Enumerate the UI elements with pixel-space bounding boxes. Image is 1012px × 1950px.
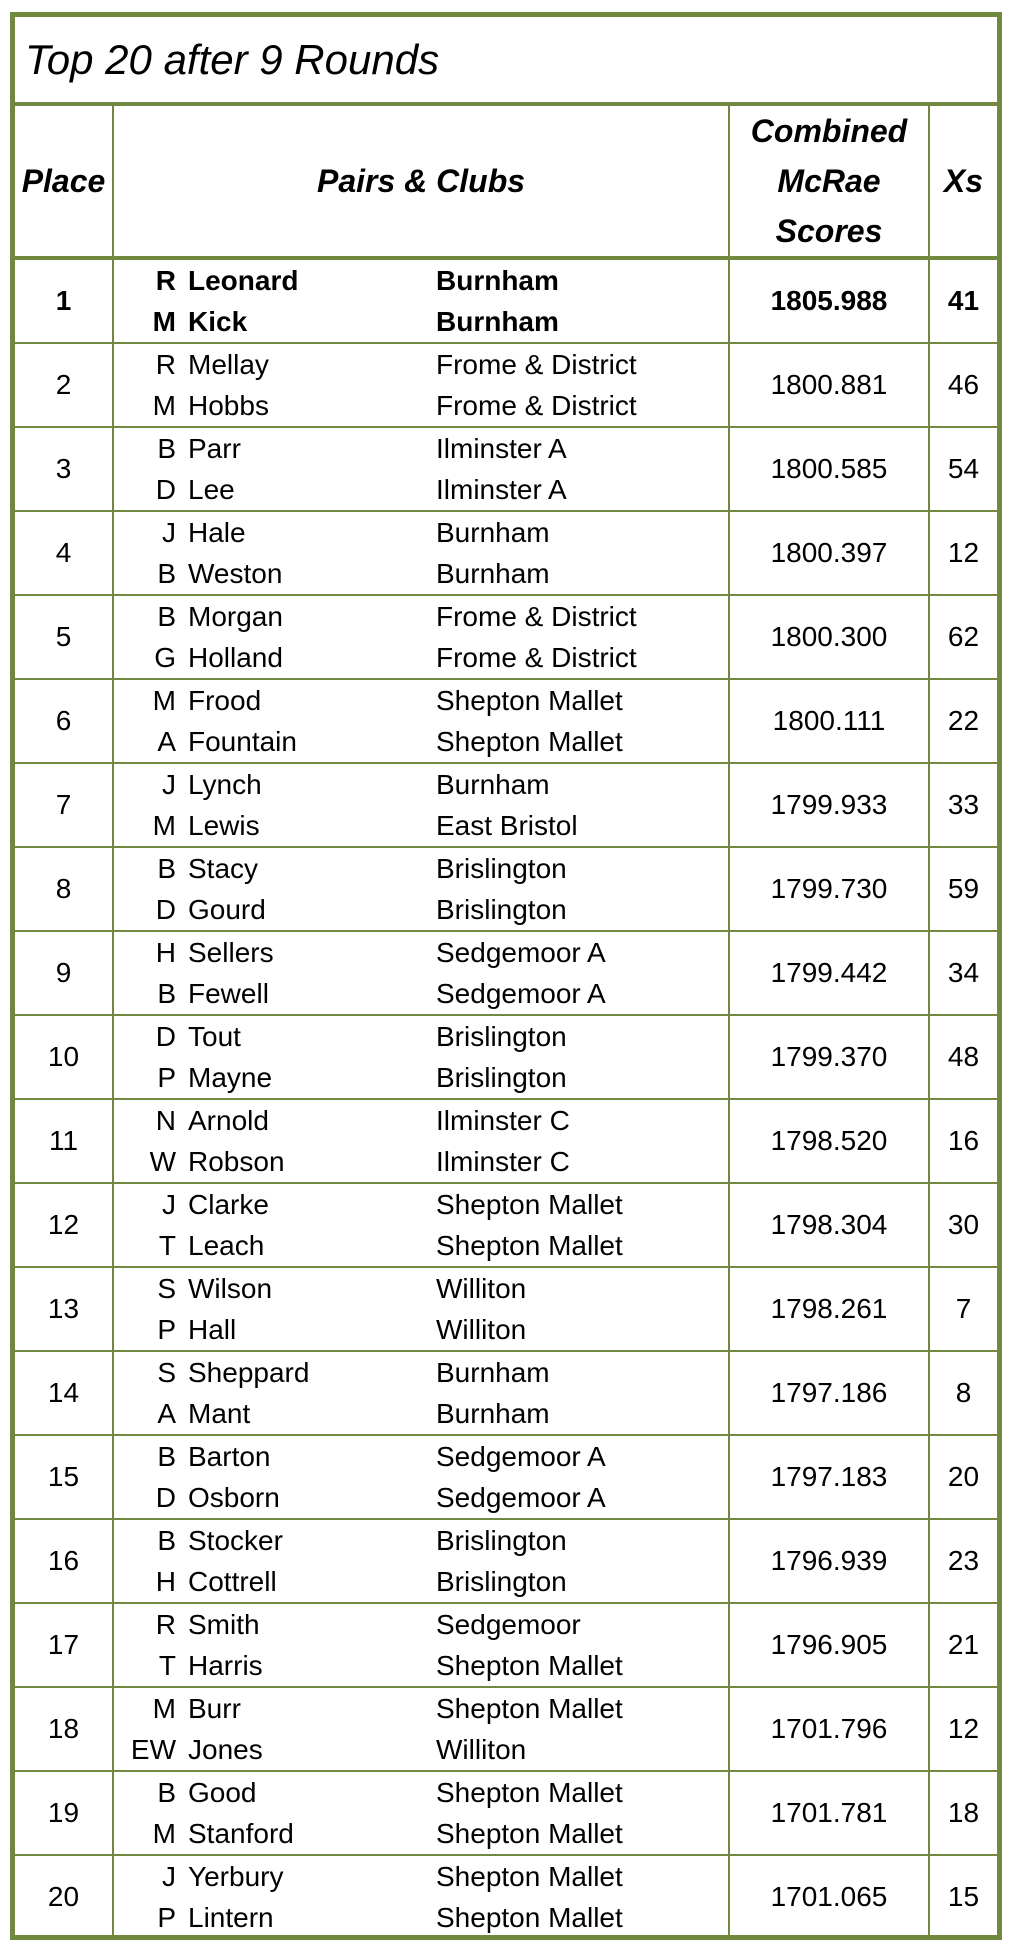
player-club: Sedgemoor — [436, 1608, 581, 1640]
page-title: Top 20 after 9 Rounds — [15, 17, 997, 106]
player-club: Frome & District — [436, 641, 637, 673]
player-initial: M — [152, 305, 176, 337]
player-initial: B — [157, 432, 176, 464]
player-club: Burnham — [436, 557, 550, 589]
player-line — [114, 889, 728, 930]
player-club: Brislington — [436, 852, 567, 884]
pairs-cell — [113, 1687, 729, 1771]
score-cell: 1701.065 — [729, 1855, 929, 1938]
player-initial: H — [155, 1565, 176, 1597]
player-surname: Smith — [188, 1608, 260, 1640]
place-cell: 2 — [15, 343, 113, 427]
table-row — [15, 427, 997, 511]
player-surname: Parr — [188, 432, 241, 464]
player-surname: Cottrell — [188, 1565, 277, 1597]
player-club: Brislington — [436, 893, 567, 925]
pairs-cell — [113, 258, 729, 343]
player-club: Burnham — [436, 1397, 550, 1429]
player-line — [114, 1477, 728, 1518]
player-initial: R — [155, 348, 176, 380]
xs-cell: 12 — [929, 1687, 997, 1771]
player-line — [114, 596, 728, 637]
pairs-cell — [113, 1855, 729, 1938]
table-row — [15, 258, 997, 343]
place-cell: 5 — [15, 595, 113, 679]
player-club: Sedgemoor A — [436, 936, 606, 968]
player-club: Ilminster A — [436, 473, 567, 505]
pairs-cell — [113, 1603, 729, 1687]
player-initial: J — [162, 1188, 176, 1220]
place-cell: 16 — [15, 1519, 113, 1603]
table-row — [15, 1435, 997, 1519]
player-club: Williton — [436, 1272, 527, 1304]
player-club: Sedgemoor A — [436, 1440, 606, 1472]
xs-cell: 15 — [929, 1855, 997, 1938]
player-initial: B — [157, 1524, 176, 1556]
player-line — [114, 805, 728, 846]
pairs-cell — [113, 1435, 729, 1519]
score-cell: 1800.397 — [729, 511, 929, 595]
score-cell: 1797.183 — [729, 1435, 929, 1519]
xs-cell: 41 — [929, 258, 997, 343]
xs-cell: 34 — [929, 931, 997, 1015]
place-cell: 14 — [15, 1351, 113, 1435]
xs-cell: 23 — [929, 1519, 997, 1603]
player-initial: T — [158, 1649, 176, 1681]
player-initial: EW — [130, 1733, 176, 1765]
player-initial: D — [155, 893, 176, 925]
player-club: Frome & District — [436, 389, 637, 421]
xs-cell: 33 — [929, 763, 997, 847]
score-cell: 1799.370 — [729, 1015, 929, 1099]
player-line — [114, 973, 728, 1014]
player-club: Frome & District — [436, 600, 637, 632]
player-line — [114, 301, 728, 342]
player-initial: S — [157, 1356, 176, 1388]
player-club: Shepton Mallet — [436, 1776, 623, 1808]
player-line — [114, 1141, 728, 1182]
player-surname: Lee — [188, 473, 235, 505]
xs-cell: 16 — [929, 1099, 997, 1183]
score-cell: 1798.304 — [729, 1183, 929, 1267]
pairs-cell — [113, 1015, 729, 1099]
score-cell: 1796.905 — [729, 1603, 929, 1687]
pairs-cell — [113, 763, 729, 847]
player-line — [114, 1604, 728, 1645]
table-row — [15, 1351, 997, 1435]
player-line — [114, 1184, 728, 1225]
player-line — [114, 1772, 728, 1813]
player-surname: Robson — [188, 1145, 285, 1177]
place-cell: 13 — [15, 1267, 113, 1351]
table-row — [15, 1771, 997, 1855]
player-surname: Arnold — [188, 1104, 269, 1136]
player-surname: Wilson — [188, 1272, 273, 1304]
table-row — [15, 847, 997, 931]
header-xs: Xs — [929, 106, 997, 258]
player-surname: Hall — [188, 1313, 237, 1345]
player-line — [114, 721, 728, 762]
xs-cell: 20 — [929, 1435, 997, 1519]
player-surname: Lintern — [188, 1901, 274, 1933]
place-cell: 3 — [15, 427, 113, 511]
player-initial: M — [152, 684, 176, 716]
results-body — [15, 258, 997, 1938]
player-club: Williton — [436, 1733, 527, 1765]
player-initial: M — [152, 389, 176, 421]
player-initial: J — [162, 1860, 176, 1892]
player-surname: Sellers — [188, 936, 274, 968]
header-row — [15, 106, 997, 258]
player-line — [114, 1100, 728, 1141]
player-club: Burnham — [436, 1356, 550, 1388]
player-line — [114, 637, 728, 678]
player-line — [114, 932, 728, 973]
player-surname: Morgan — [188, 600, 283, 632]
score-cell: 1799.442 — [729, 931, 929, 1015]
table-row — [15, 1267, 997, 1351]
place-cell: 18 — [15, 1687, 113, 1771]
player-line — [114, 344, 728, 385]
pairs-cell — [113, 595, 729, 679]
player-club: Shepton Mallet — [436, 725, 623, 757]
player-initial: P — [157, 1061, 176, 1093]
table-row — [15, 1015, 997, 1099]
player-club: Brislington — [436, 1061, 567, 1093]
score-cell: 1800.585 — [729, 427, 929, 511]
player-surname: Gourd — [188, 893, 266, 925]
player-club: Burnham — [436, 264, 559, 296]
place-cell: 8 — [15, 847, 113, 931]
score-cell: 1798.520 — [729, 1099, 929, 1183]
player-surname: Mellay — [188, 348, 269, 380]
xs-cell: 46 — [929, 343, 997, 427]
header-combined-scores — [729, 106, 929, 258]
player-line — [114, 1561, 728, 1602]
player-surname: Good — [188, 1776, 257, 1808]
player-surname: Osborn — [188, 1481, 280, 1513]
xs-cell: 12 — [929, 511, 997, 595]
player-initial: P — [157, 1313, 176, 1345]
player-initial: P — [157, 1901, 176, 1933]
score-cell: 1799.730 — [729, 847, 929, 931]
player-initial: W — [149, 1145, 176, 1177]
player-line — [114, 1016, 728, 1057]
player-club: East Bristol — [436, 809, 578, 841]
score-cell: 1800.111 — [729, 679, 929, 763]
player-club: Ilminster C — [436, 1145, 570, 1177]
player-surname: Stanford — [188, 1817, 294, 1849]
player-club: Williton — [436, 1313, 527, 1345]
pairs-cell — [113, 1771, 729, 1855]
place-cell: 4 — [15, 511, 113, 595]
player-surname: Clarke — [188, 1188, 269, 1220]
player-surname: Mayne — [188, 1061, 273, 1093]
player-line — [114, 1520, 728, 1561]
player-line — [114, 1057, 728, 1098]
player-line — [114, 428, 728, 469]
player-line — [114, 1309, 728, 1350]
score-cell: 1798.261 — [729, 1267, 929, 1351]
pairs-cell — [113, 931, 729, 1015]
score-cell: 1797.186 — [729, 1351, 929, 1435]
xs-cell: 21 — [929, 1603, 997, 1687]
header-score-line-1: Combined — [750, 113, 908, 149]
player-line — [114, 553, 728, 594]
table-row — [15, 1183, 997, 1267]
player-line — [114, 680, 728, 721]
player-line — [114, 1225, 728, 1266]
player-club: Shepton Mallet — [436, 684, 623, 716]
player-line — [114, 1352, 728, 1393]
player-line — [114, 385, 728, 426]
xs-cell: 48 — [929, 1015, 997, 1099]
table-row — [15, 763, 997, 847]
player-initial: S — [157, 1272, 176, 1304]
player-initial: M — [152, 809, 176, 841]
place-cell: 10 — [15, 1015, 113, 1099]
player-initial: B — [157, 600, 176, 632]
player-line — [114, 260, 728, 301]
player-club: Sedgemoor A — [436, 977, 606, 1009]
xs-cell: 18 — [929, 1771, 997, 1855]
player-surname: Weston — [188, 557, 283, 589]
player-line — [114, 764, 728, 805]
place-cell: 15 — [15, 1435, 113, 1519]
score-cell: 1800.300 — [729, 595, 929, 679]
player-initial: D — [155, 473, 176, 505]
player-club: Shepton Mallet — [436, 1901, 623, 1933]
pairs-cell — [113, 1519, 729, 1603]
player-surname: Lynch — [188, 768, 262, 800]
player-initial: T — [158, 1229, 176, 1261]
player-club: Brislington — [436, 1524, 567, 1556]
player-surname: Yerbury — [188, 1860, 284, 1892]
xs-cell: 62 — [929, 595, 997, 679]
player-club: Shepton Mallet — [436, 1188, 623, 1220]
results-table-frame — [10, 12, 1002, 1940]
player-line — [114, 1393, 728, 1434]
player-club: Shepton Mallet — [436, 1229, 623, 1261]
player-surname: Lewis — [188, 809, 260, 841]
player-line — [114, 1688, 728, 1729]
player-surname: Leach — [188, 1229, 265, 1261]
player-line — [114, 512, 728, 553]
player-surname: Mant — [188, 1397, 251, 1429]
player-surname: Fountain — [188, 725, 297, 757]
place-cell: 20 — [15, 1855, 113, 1938]
player-initial: M — [152, 1817, 176, 1849]
player-initial: D — [155, 1020, 176, 1052]
table-row — [15, 1603, 997, 1687]
place-cell: 7 — [15, 763, 113, 847]
player-initial: R — [155, 1608, 176, 1640]
pairs-cell — [113, 1351, 729, 1435]
player-surname: Leonard — [188, 264, 299, 296]
pairs-cell — [113, 427, 729, 511]
player-surname: Barton — [188, 1440, 271, 1472]
player-club: Ilminster C — [436, 1104, 570, 1136]
player-surname: Holland — [188, 641, 283, 673]
place-cell: 19 — [15, 1771, 113, 1855]
table-row — [15, 1855, 997, 1938]
xs-cell: 8 — [929, 1351, 997, 1435]
results-table — [15, 106, 997, 1938]
pairs-cell — [113, 847, 729, 931]
pairs-cell — [113, 1099, 729, 1183]
place-cell: 11 — [15, 1099, 113, 1183]
player-line — [114, 1897, 728, 1938]
player-line — [114, 1268, 728, 1309]
player-surname: Jones — [188, 1733, 263, 1765]
table-row — [15, 1687, 997, 1771]
pairs-cell — [113, 343, 729, 427]
table-row — [15, 595, 997, 679]
player-initial: G — [154, 641, 176, 673]
player-club: Ilminster A — [436, 432, 567, 464]
header-pairs-clubs: Pairs & Clubs — [113, 106, 729, 258]
player-line — [114, 1436, 728, 1477]
player-club: Shepton Mallet — [436, 1649, 623, 1681]
player-initial: B — [157, 852, 176, 884]
player-club: Brislington — [436, 1565, 567, 1597]
place-cell: 12 — [15, 1183, 113, 1267]
player-initial: B — [157, 1776, 176, 1808]
table-row — [15, 931, 997, 1015]
player-line — [114, 1645, 728, 1686]
player-initial: B — [157, 1440, 176, 1472]
player-club: Shepton Mallet — [436, 1817, 623, 1849]
player-surname: Stocker — [188, 1524, 283, 1556]
player-initial: R — [155, 264, 176, 296]
player-initial: M — [152, 1692, 176, 1724]
player-club: Burnham — [436, 516, 550, 548]
player-surname: Burr — [188, 1692, 241, 1724]
player-initial: B — [157, 977, 176, 1009]
table-row — [15, 679, 997, 763]
player-club: Burnham — [436, 768, 550, 800]
player-surname: Harris — [188, 1649, 263, 1681]
score-cell: 1701.781 — [729, 1771, 929, 1855]
player-club: Frome & District — [436, 348, 637, 380]
player-surname: Stacy — [188, 852, 259, 884]
place-cell: 6 — [15, 679, 113, 763]
table-row — [15, 1099, 997, 1183]
pairs-cell — [113, 679, 729, 763]
player-line — [114, 1856, 728, 1897]
player-surname: Frood — [188, 684, 262, 716]
player-club: Burnham — [436, 305, 559, 337]
score-cell: 1701.796 — [729, 1687, 929, 1771]
table-row — [15, 1519, 997, 1603]
player-line — [114, 848, 728, 889]
player-line — [114, 1729, 728, 1770]
table-row — [15, 511, 997, 595]
player-initial: B — [157, 557, 176, 589]
place-cell: 1 — [15, 258, 113, 343]
xs-cell: 59 — [929, 847, 997, 931]
score-cell: 1799.933 — [729, 763, 929, 847]
player-initial: H — [155, 936, 176, 968]
header-place: Place — [15, 106, 113, 258]
place-cell: 17 — [15, 1603, 113, 1687]
pairs-cell — [113, 511, 729, 595]
player-initial: A — [157, 1397, 176, 1429]
player-surname: Kick — [188, 305, 248, 337]
header-score-line-2: McRae — [777, 163, 881, 199]
player-club: Shepton Mallet — [436, 1692, 623, 1724]
player-initial: N — [155, 1104, 176, 1136]
header-score-line-3: Scores — [775, 213, 883, 249]
player-club: Brislington — [436, 1020, 567, 1052]
xs-cell: 54 — [929, 427, 997, 511]
player-line — [114, 1813, 728, 1854]
player-surname: Hobbs — [188, 389, 269, 421]
player-surname: Hale — [188, 516, 246, 548]
score-cell: 1805.988 — [729, 258, 929, 343]
player-line — [114, 469, 728, 510]
pairs-cell — [113, 1183, 729, 1267]
player-initial: J — [162, 768, 176, 800]
xs-cell: 7 — [929, 1267, 997, 1351]
player-surname: Sheppard — [188, 1356, 310, 1388]
player-initial: A — [157, 725, 176, 757]
player-initial: J — [162, 516, 176, 548]
player-initial: D — [155, 1481, 176, 1513]
player-club: Shepton Mallet — [436, 1860, 623, 1892]
player-surname: Fewell — [188, 977, 269, 1009]
xs-cell: 30 — [929, 1183, 997, 1267]
place-cell: 9 — [15, 931, 113, 1015]
player-surname: Tout — [188, 1020, 241, 1052]
table-row — [15, 343, 997, 427]
player-club: Sedgemoor A — [436, 1481, 606, 1513]
score-cell: 1796.939 — [729, 1519, 929, 1603]
pairs-cell — [113, 1267, 729, 1351]
xs-cell: 22 — [929, 679, 997, 763]
score-cell: 1800.881 — [729, 343, 929, 427]
